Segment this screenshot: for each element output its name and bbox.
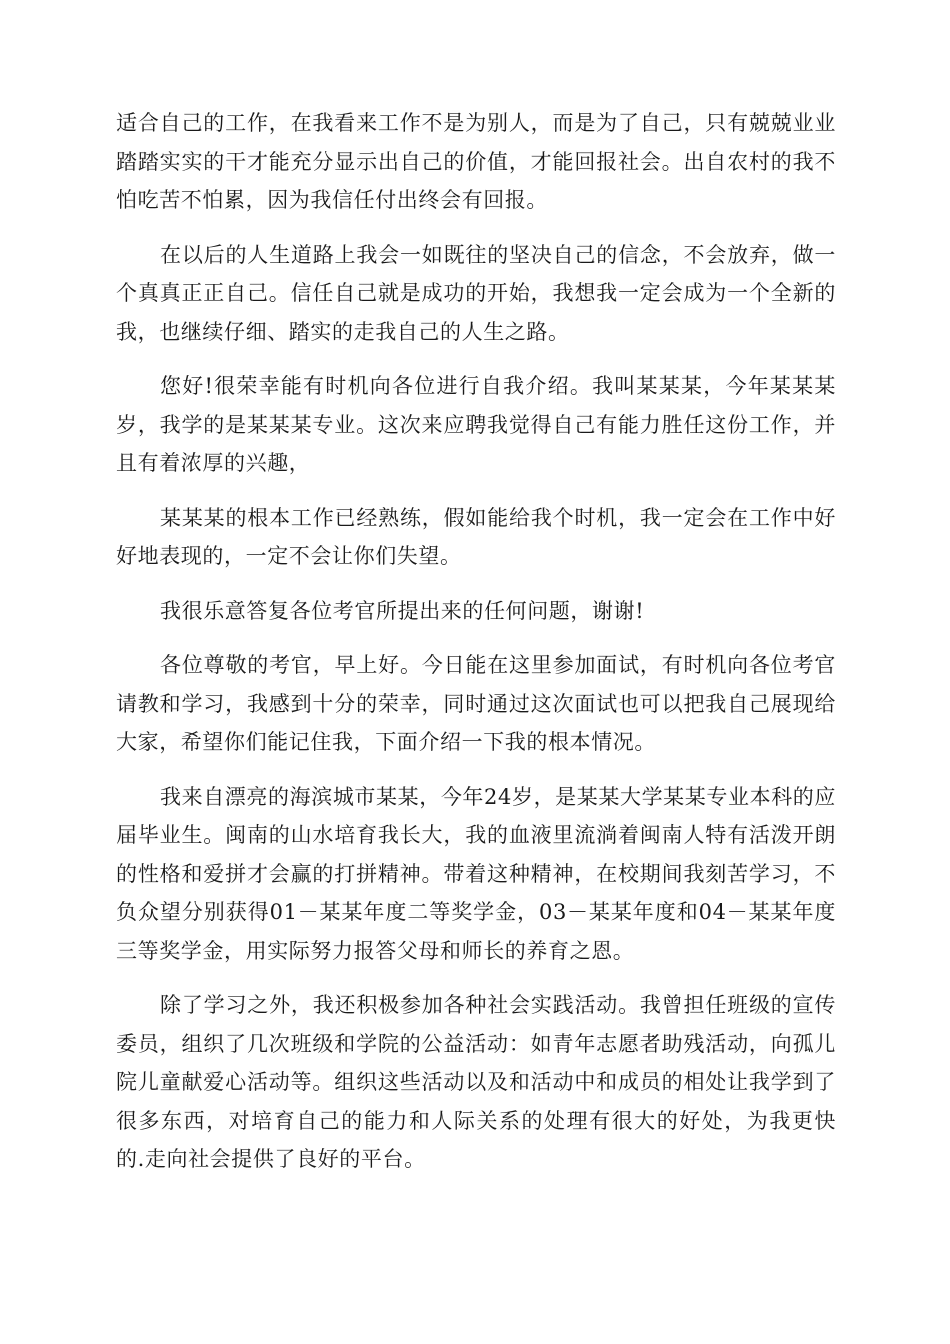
paragraph-7: 我来自漂亮的海滨城市某某，今年24岁，是某某大学某某专业本科的应届毕业生。闽南的山水培育我长大，我的血液里流淌着闽南人特有活泼开朗的性格和爱拼才会赢的打拼精神。带着这种精神，在校期间我刻苦学习，不负众望分别获得01－某某年度二等奖学金，03－某某年度和04－某某年度三等奖学金，用实际努力报答父母和师长的养育之恩。 — [116, 784, 836, 963]
paragraph-3: 您好!很荣幸能有时机向各位进行自我介绍。我叫某某某，今年某某某岁，我学的是某某某专业。这次来应聘我觉得自己有能力胜任这份工作，并且有着浓厚的兴趣， — [116, 374, 836, 475]
paragraph-8: 除了学习之外，我还积极参加各种社会实践活动。我曾担任班级的宣传委员，组织了几次班级和学院的公益活动：如青年志愿者助残活动，向孤儿院儿童献爱心活动等。组织这些活动以及和活动中和成员的相处让我学到了很多东西，对培育自己的能力和人际关系的处理有很大的好处，为我更快的.走向社会提供了良好的平台。 — [116, 993, 836, 1171]
paragraph-4: 某某某的根本工作已经熟练，假如能给我个时机，我一定会在工作中好好地表现的，一定不会让你们失望。 — [116, 505, 836, 568]
paragraph-1: 适合自己的工作，在我看来工作不是为别人，而是为了自己，只有兢兢业业踏踏实实的干才能充分显示出自己的价值，才能回报社会。出自农村的我不怕吃苦不怕累，因为我信任付出终会有回报。 — [116, 111, 836, 212]
paragraph-5: 我很乐意答复各位考官所提出来的任何问题，谢谢! — [160, 598, 645, 623]
document-body — [116, 104, 836, 1195]
paragraph-6: 各位尊敬的考官，早上好。今日能在这里参加面试，有时机向各位考官请教和学习，我感到十分的荣幸，同时通过这次面试也可以把我自己展现给大家，希望你们能记住我，下面介绍一下我的根本情况。 — [116, 653, 836, 754]
paragraph-2: 在以后的人生道路上我会一如既往的坚决自己的信念，不会放弃，做一个真真正正自己。信任自己就是成功的开始，我想我一定会成为一个全新的我，也继续仔细、踏实的走我自己的人生之路。 — [116, 242, 836, 344]
